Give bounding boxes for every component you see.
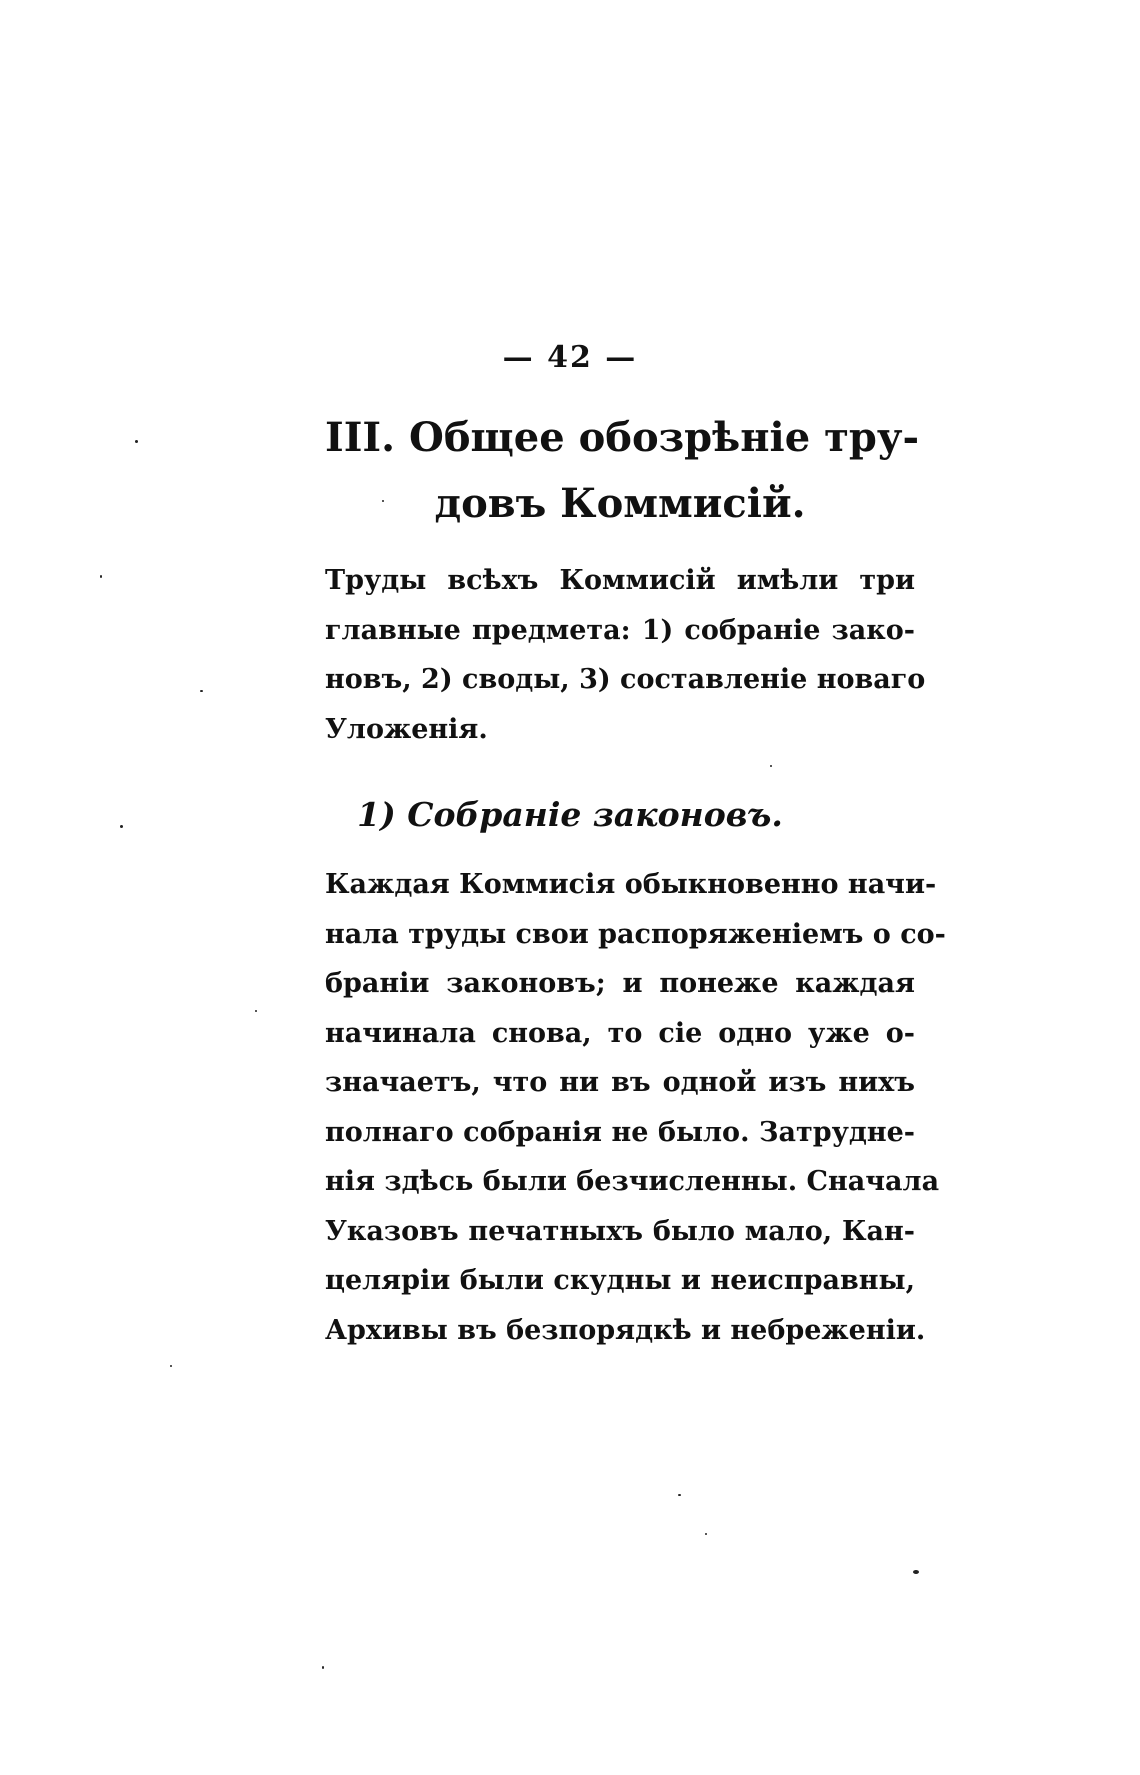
section-title-line: III. Общее обозрѣніе тру- bbox=[325, 414, 920, 461]
text-line: нала труды свои распоряженіемъ о со- bbox=[325, 918, 946, 950]
text-line: главные предмета: 1) собраніе зако- bbox=[325, 614, 915, 646]
scan-speck bbox=[770, 765, 772, 767]
text-line: нія здѣсь были безчисленны. Сначала bbox=[325, 1166, 940, 1197]
text-line: целяріи были скудны и неисправны, bbox=[325, 1265, 915, 1296]
section-title-line: довъ Коммисій. bbox=[434, 480, 806, 527]
text-line: Указовъ печатныхъ было мало, Кан- bbox=[325, 1215, 915, 1247]
body-paragraph bbox=[325, 860, 946, 1355]
text-line: Каждая Коммисія обыкновенно начи- bbox=[325, 869, 937, 900]
page-number: — 42 — bbox=[502, 340, 638, 375]
text-line: Труды всѣхъ Коммисій имѣли три bbox=[325, 565, 915, 596]
text-line: браніи законовъ; и понеже каждая bbox=[325, 968, 915, 999]
scan-speck bbox=[705, 1533, 707, 1535]
text-line: Архивы въ безпорядкѣ и небреженіи. bbox=[325, 1314, 926, 1346]
scan-speck bbox=[678, 1494, 681, 1496]
scan-speck bbox=[120, 825, 123, 828]
text-line: значаетъ, что ни въ одной изъ нихъ bbox=[325, 1067, 915, 1098]
section-title bbox=[325, 405, 920, 537]
scan-speck bbox=[255, 1010, 257, 1012]
text-line: новъ, 2) своды, 3) составленіе новаго bbox=[325, 664, 926, 695]
scan-speck bbox=[100, 575, 102, 578]
scan-speck bbox=[913, 1570, 919, 1574]
scan-speck bbox=[200, 690, 203, 692]
subsection-heading: 1) Собраніе законовъ. bbox=[357, 795, 783, 834]
scan-speck bbox=[135, 440, 138, 443]
text-line: Уложенія. bbox=[325, 713, 488, 745]
scan-speck bbox=[170, 1365, 172, 1367]
intro-paragraph bbox=[325, 556, 926, 754]
scan-speck bbox=[322, 1666, 324, 1669]
scan-speck bbox=[382, 500, 384, 502]
text-line: начинала снова, то сіе одно уже о- bbox=[325, 1017, 915, 1049]
text-line: полнаго собранія не было. Затрудне- bbox=[325, 1116, 915, 1148]
